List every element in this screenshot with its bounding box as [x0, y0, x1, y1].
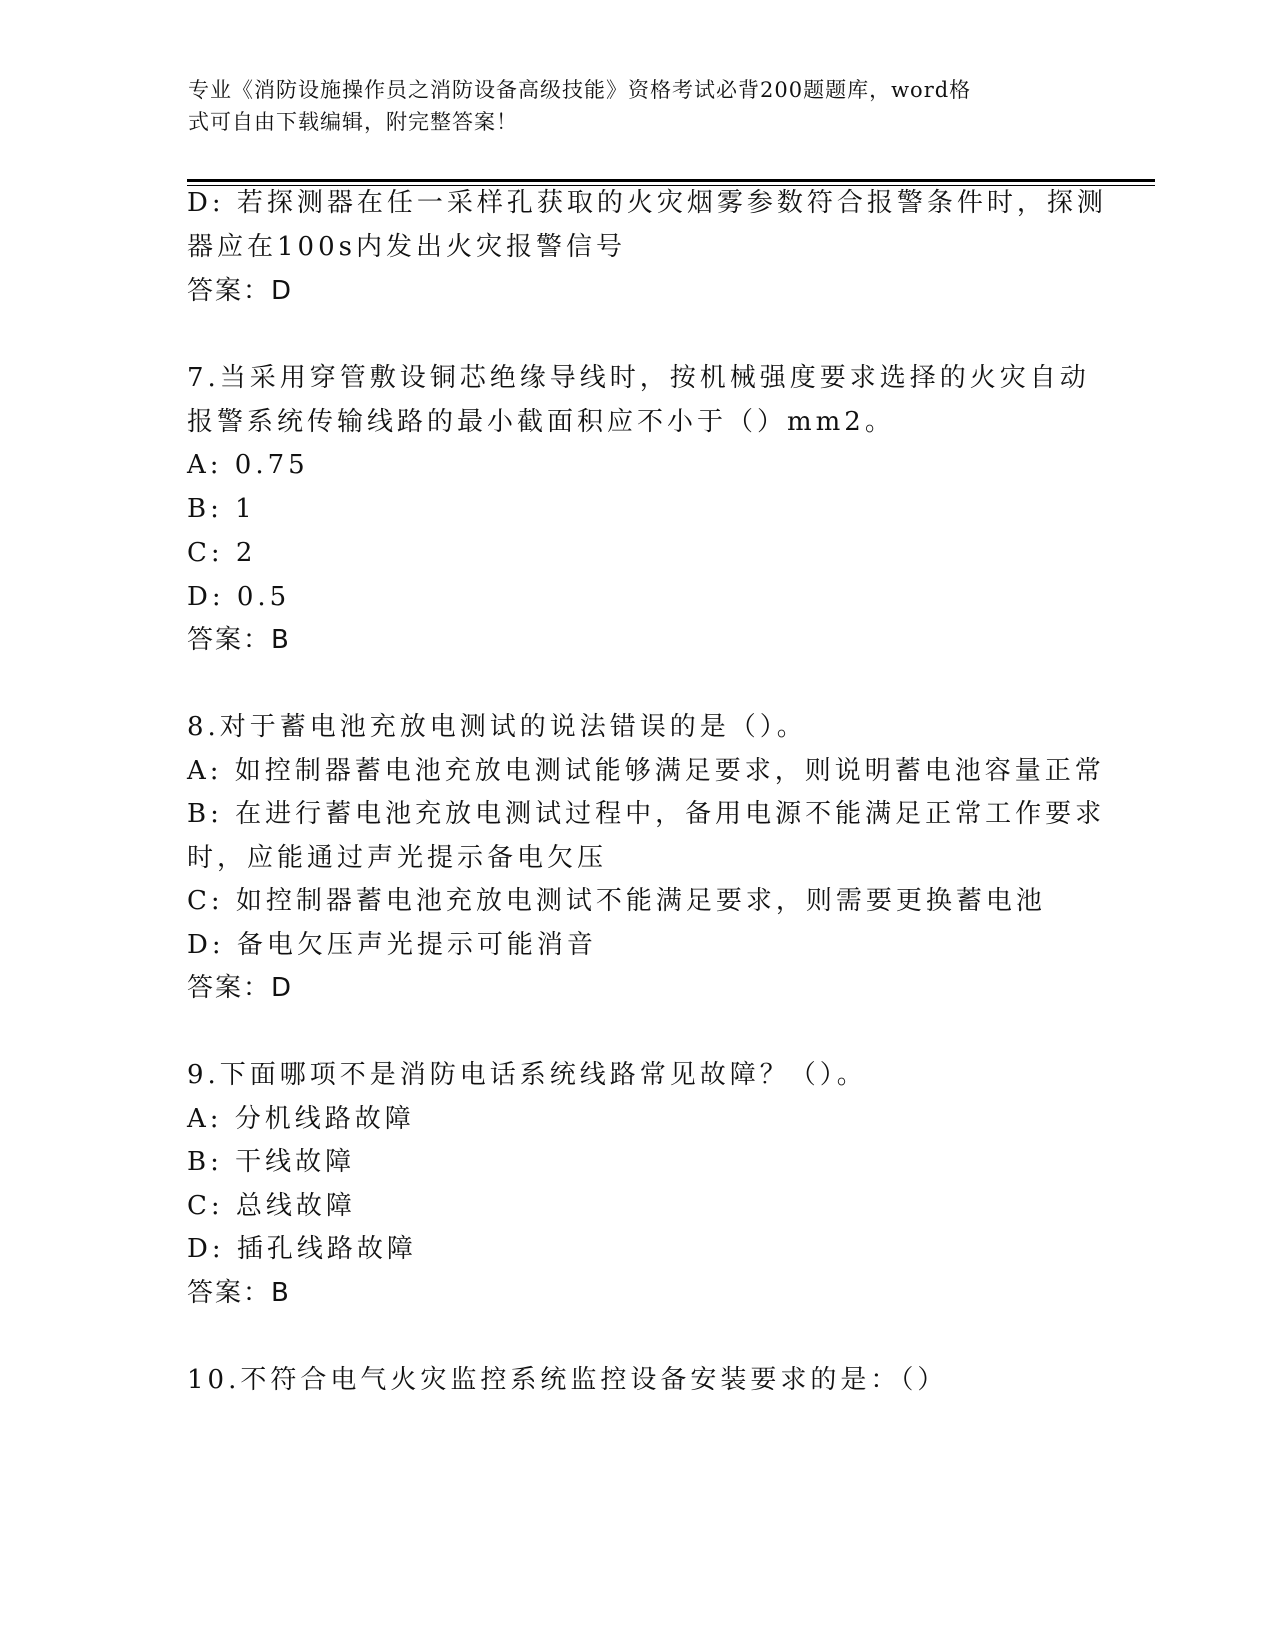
- q8-answer: 答案：D: [187, 973, 294, 1003]
- q8-option-c: C: 如控制器蓄电池充放电测试不能满足要求，则需要更换蓄电池: [187, 886, 1046, 916]
- q8-option-a: A: 如控制器蓄电池充放电测试能够满足要求，则说明蓄电池容量正常: [187, 756, 1105, 786]
- q7-option-c: C: 2: [187, 538, 257, 568]
- q8-option-d: D: 备电欠压声光提示可能消音: [187, 930, 597, 960]
- q7-answer: 答案：B: [187, 625, 291, 655]
- document-header: [188, 74, 1068, 138]
- header-rule-thick: [187, 179, 1155, 182]
- header-line-2: 式可自由下载编辑，附完整答案！: [188, 110, 518, 134]
- q9-option-a: A: 分机线路故障: [187, 1104, 415, 1134]
- q9-option-d: D: 插孔线路故障: [187, 1234, 417, 1264]
- q8-option-b-line-1: B: 在进行蓄电池充放电测试过程中，备用电源不能满足正常工作要求: [187, 799, 1106, 829]
- q8-stem: 8.对于蓄电池充放电测试的说法错误的是（）。: [187, 712, 807, 742]
- q9-option-b: B: 干线故障: [187, 1147, 356, 1177]
- q7-stem-line-2: 报警系统传输线路的最小截面积应不小于（）mm2。: [187, 407, 895, 437]
- prev-option-d-line-1: D: 若探测器在任一采样孔获取的火灾烟雾参数符合报警条件时，探测: [187, 188, 1107, 218]
- q9-option-c: C: 总线故障: [187, 1191, 356, 1221]
- header-line-1: 专业《消防设施操作员之消防设备高级技能》资格考试必背200题题库，word格: [188, 78, 972, 102]
- q8-option-b-line-2: 时，应能通过声光提示备电欠压: [187, 843, 608, 873]
- q9-answer: 答案：B: [187, 1278, 291, 1308]
- q9-stem: 9.下面哪项不是消防电话系统线路常见故障？（）。: [187, 1060, 867, 1090]
- q10-stem: 10.不符合电气火灾监控系统监控设备安装要求的是：（）: [187, 1365, 948, 1395]
- q7-option-a: A: 0.75: [187, 450, 309, 480]
- prev-option-d-line-2: 器应在100s内发出火灾报警信号: [187, 232, 626, 262]
- q7-stem-line-1: 7.当采用穿管敷设铜芯绝缘导线时，按机械强度要求选择的火灾自动: [187, 363, 1090, 393]
- q7-option-d: D: 0.5: [187, 582, 291, 612]
- q7-option-b: B: 1: [187, 494, 256, 524]
- prev-answer: 答案：D: [187, 276, 294, 306]
